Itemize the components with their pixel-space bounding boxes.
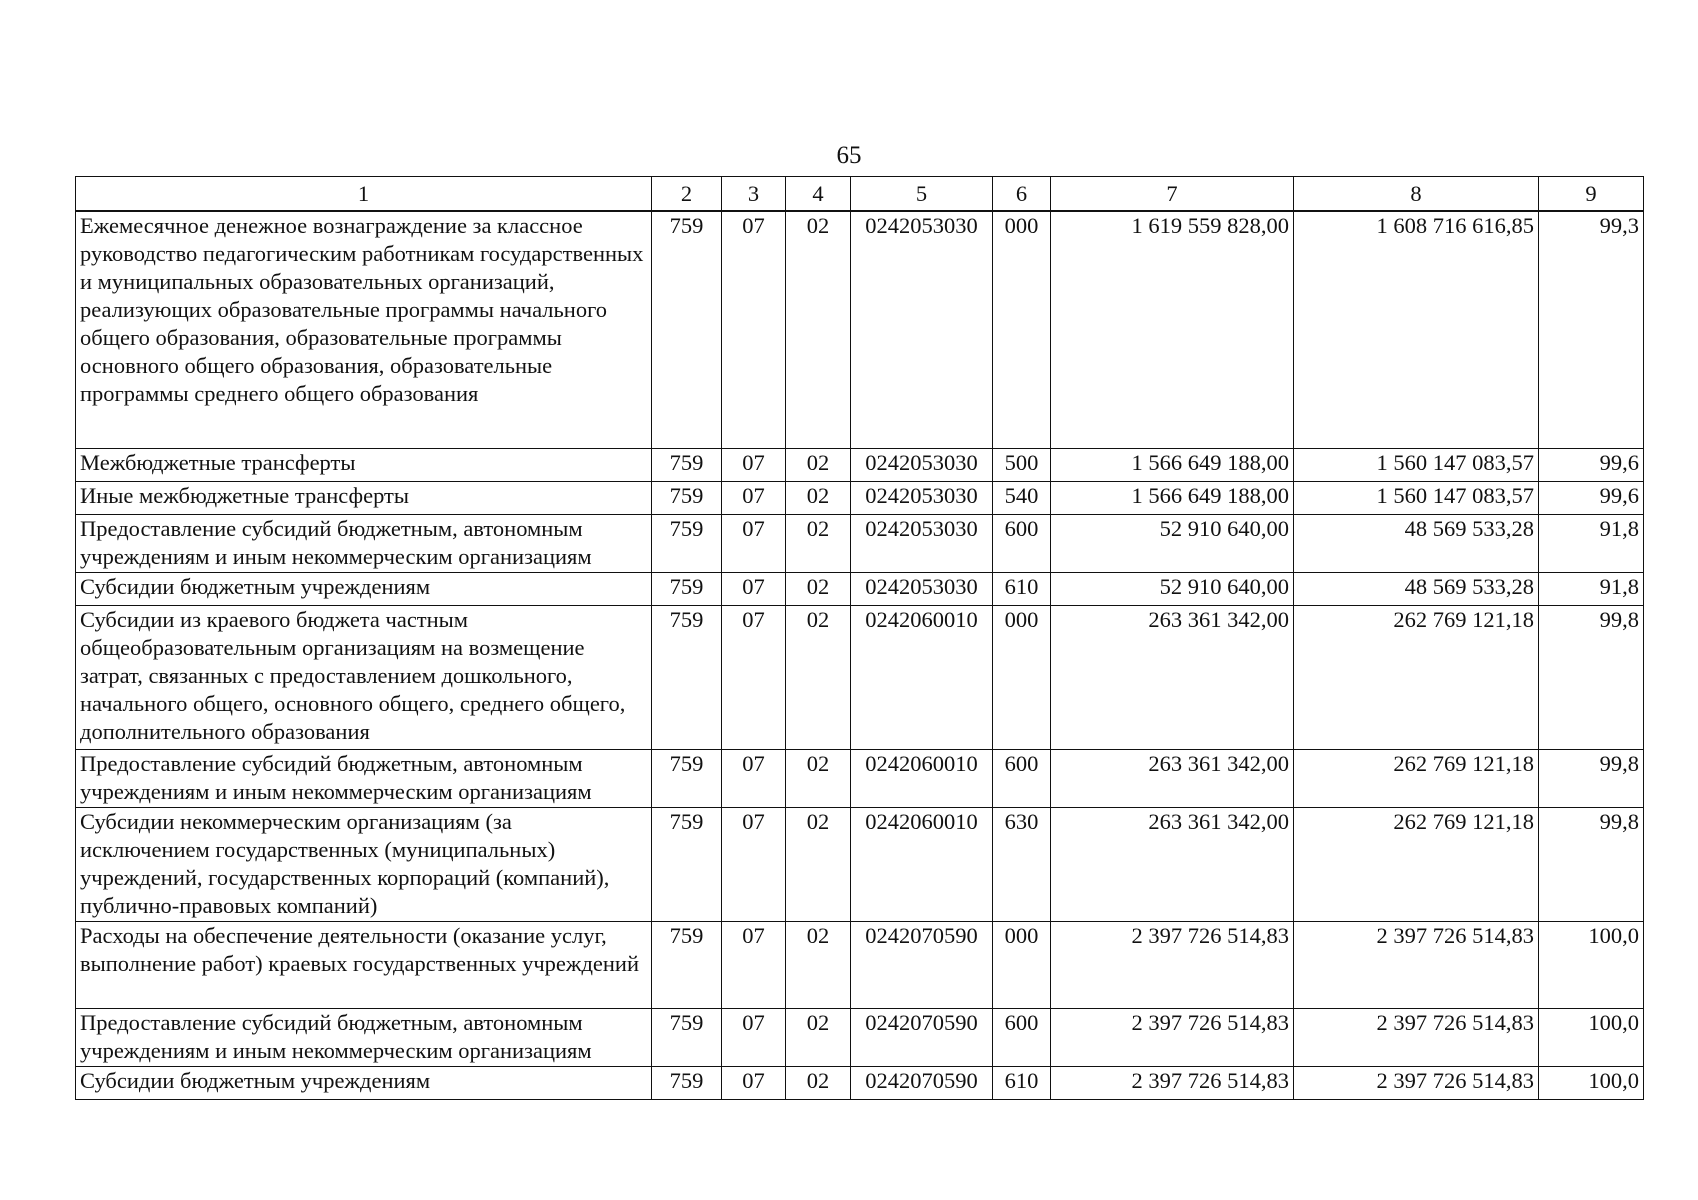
table-row <box>76 572 1644 605</box>
col-4-code: 02 <box>786 514 851 572</box>
column-header-5: 5 <box>851 177 993 212</box>
col-2-code: 759 <box>652 514 722 572</box>
col-2-code: 759 <box>652 807 722 921</box>
col-5-code: 0242053030 <box>851 481 993 514</box>
row-name: Расходы на обеспечение деятельности (оказание услуг, выполнение работ) краевых государственных учреждений <box>76 921 652 1008</box>
col-3-code: 07 <box>722 514 786 572</box>
row-name: Субсидии бюджетным учреждениям <box>76 1066 652 1099</box>
col-8-amount: 1 608 716 616,85 <box>1294 211 1539 448</box>
header-row <box>76 177 1644 212</box>
table-row <box>76 1008 1644 1066</box>
row-name: Межбюджетные трансферты <box>76 448 652 481</box>
col-9-percent: 91,8 <box>1539 572 1644 605</box>
table-body <box>76 211 1644 1099</box>
column-header-3: 3 <box>722 177 786 212</box>
col-8-amount: 1 560 147 083,57 <box>1294 448 1539 481</box>
col-4-code: 02 <box>786 481 851 514</box>
col-3-code: 07 <box>722 448 786 481</box>
col-9-percent: 91,8 <box>1539 514 1644 572</box>
col-2-code: 759 <box>652 1066 722 1099</box>
row-name: Предоставление субсидий бюджетным, автономным учреждениям и иным некоммерческим организациям <box>76 1008 652 1066</box>
col-6-code: 610 <box>993 1066 1051 1099</box>
col-4-code: 02 <box>786 1066 851 1099</box>
col-2-code: 759 <box>652 749 722 807</box>
col-2-code: 759 <box>652 572 722 605</box>
col-2-code: 759 <box>652 605 722 749</box>
col-6-code: 000 <box>993 211 1051 448</box>
table-row <box>76 514 1644 572</box>
col-8-amount: 2 397 726 514,83 <box>1294 1066 1539 1099</box>
col-7-amount: 2 397 726 514,83 <box>1051 1066 1294 1099</box>
col-8-amount: 262 769 121,18 <box>1294 749 1539 807</box>
col-5-code: 0242060010 <box>851 605 993 749</box>
col-5-code: 0242053030 <box>851 514 993 572</box>
col-7-amount: 1 566 649 188,00 <box>1051 448 1294 481</box>
col-3-code: 07 <box>722 481 786 514</box>
col-5-code: 0242053030 <box>851 211 993 448</box>
col-5-code: 0242060010 <box>851 807 993 921</box>
col-4-code: 02 <box>786 572 851 605</box>
col-7-amount: 1 619 559 828,00 <box>1051 211 1294 448</box>
col-9-percent: 99,6 <box>1539 481 1644 514</box>
col-4-code: 02 <box>786 921 851 1008</box>
col-9-percent: 99,6 <box>1539 448 1644 481</box>
column-header-1: 1 <box>76 177 652 212</box>
col-5-code: 0242060010 <box>851 749 993 807</box>
col-8-amount: 1 560 147 083,57 <box>1294 481 1539 514</box>
row-name: Иные межбюджетные трансферты <box>76 481 652 514</box>
col-4-code: 02 <box>786 605 851 749</box>
row-name: Субсидии бюджетным учреждениям <box>76 572 652 605</box>
col-8-amount: 48 569 533,28 <box>1294 572 1539 605</box>
row-name: Предоставление субсидий бюджетным, автономным учреждениям и иным некоммерческим организациям <box>76 514 652 572</box>
column-header-4: 4 <box>786 177 851 212</box>
col-9-percent: 100,0 <box>1539 1066 1644 1099</box>
col-3-code: 07 <box>722 1066 786 1099</box>
col-3-code: 07 <box>722 1008 786 1066</box>
col-2-code: 759 <box>652 448 722 481</box>
col-7-amount: 2 397 726 514,83 <box>1051 1008 1294 1066</box>
column-header-7: 7 <box>1051 177 1294 212</box>
col-6-code: 500 <box>993 448 1051 481</box>
col-6-code: 630 <box>993 807 1051 921</box>
col-6-code: 600 <box>993 749 1051 807</box>
col-8-amount: 2 397 726 514,83 <box>1294 1008 1539 1066</box>
column-header-2: 2 <box>652 177 722 212</box>
row-name: Субсидии из краевого бюджета частным общеобразовательным организациям на возмещение затрат, связанных с предоставлением дошкольного, начального общего, основного общего, среднего общего, дополнительного образования <box>76 605 652 749</box>
col-4-code: 02 <box>786 1008 851 1066</box>
col-9-percent: 100,0 <box>1539 1008 1644 1066</box>
col-9-percent: 99,8 <box>1539 807 1644 921</box>
table-row <box>76 1066 1644 1099</box>
col-6-code: 610 <box>993 572 1051 605</box>
col-5-code: 0242070590 <box>851 921 993 1008</box>
col-3-code: 07 <box>722 807 786 921</box>
col-7-amount: 1 566 649 188,00 <box>1051 481 1294 514</box>
col-9-percent: 99,8 <box>1539 605 1644 749</box>
row-name: Ежемесячное денежное вознаграждение за классное руководство педагогическим работникам государственных и муниципальных образовательных организаций, реализующих образовательные программы начального общего образования, образовательные программы основного общего образования, образовательные программы среднего общего образования <box>76 211 652 448</box>
col-5-code: 0242070590 <box>851 1008 993 1066</box>
table-row <box>76 605 1644 749</box>
column-header-8: 8 <box>1294 177 1539 212</box>
col-5-code: 0242070590 <box>851 1066 993 1099</box>
col-2-code: 759 <box>652 921 722 1008</box>
col-5-code: 0242053030 <box>851 448 993 481</box>
col-5-code: 0242053030 <box>851 572 993 605</box>
col-7-amount: 263 361 342,00 <box>1051 807 1294 921</box>
col-7-amount: 263 361 342,00 <box>1051 605 1294 749</box>
column-header-9: 9 <box>1539 177 1644 212</box>
col-9-percent: 99,3 <box>1539 211 1644 448</box>
col-7-amount: 52 910 640,00 <box>1051 514 1294 572</box>
page-number: 65 <box>836 142 862 169</box>
col-4-code: 02 <box>786 749 851 807</box>
row-name: Предоставление субсидий бюджетным, автономным учреждениям и иным некоммерческим организациям <box>76 749 652 807</box>
table-row <box>76 211 1644 448</box>
budget-table <box>75 176 1644 1100</box>
table-row <box>76 749 1644 807</box>
col-8-amount: 262 769 121,18 <box>1294 807 1539 921</box>
col-6-code: 540 <box>993 481 1051 514</box>
col-3-code: 07 <box>722 749 786 807</box>
col-7-amount: 263 361 342,00 <box>1051 749 1294 807</box>
col-6-code: 000 <box>993 605 1051 749</box>
row-name: Субсидии некоммерческим организациям (за исключением государственных (муниципальных) учреждений, государственных корпораций (компаний), публично-правовых компаний) <box>76 807 652 921</box>
col-2-code: 759 <box>652 211 722 448</box>
col-8-amount: 262 769 121,18 <box>1294 605 1539 749</box>
col-8-amount: 48 569 533,28 <box>1294 514 1539 572</box>
column-header-6: 6 <box>993 177 1051 212</box>
table-row <box>76 807 1644 921</box>
col-6-code: 600 <box>993 514 1051 572</box>
table-header <box>76 177 1644 212</box>
col-2-code: 759 <box>652 481 722 514</box>
col-4-code: 02 <box>786 807 851 921</box>
col-7-amount: 2 397 726 514,83 <box>1051 921 1294 1008</box>
col-3-code: 07 <box>722 605 786 749</box>
col-6-code: 600 <box>993 1008 1051 1066</box>
table-row <box>76 448 1644 481</box>
col-8-amount: 2 397 726 514,83 <box>1294 921 1539 1008</box>
col-9-percent: 100,0 <box>1539 921 1644 1008</box>
table-row <box>76 921 1644 1008</box>
col-2-code: 759 <box>652 1008 722 1066</box>
col-4-code: 02 <box>786 211 851 448</box>
col-9-percent: 99,8 <box>1539 749 1644 807</box>
col-3-code: 07 <box>722 921 786 1008</box>
col-3-code: 07 <box>722 572 786 605</box>
col-7-amount: 52 910 640,00 <box>1051 572 1294 605</box>
col-4-code: 02 <box>786 448 851 481</box>
col-6-code: 000 <box>993 921 1051 1008</box>
col-3-code: 07 <box>722 211 786 448</box>
table-row <box>76 481 1644 514</box>
